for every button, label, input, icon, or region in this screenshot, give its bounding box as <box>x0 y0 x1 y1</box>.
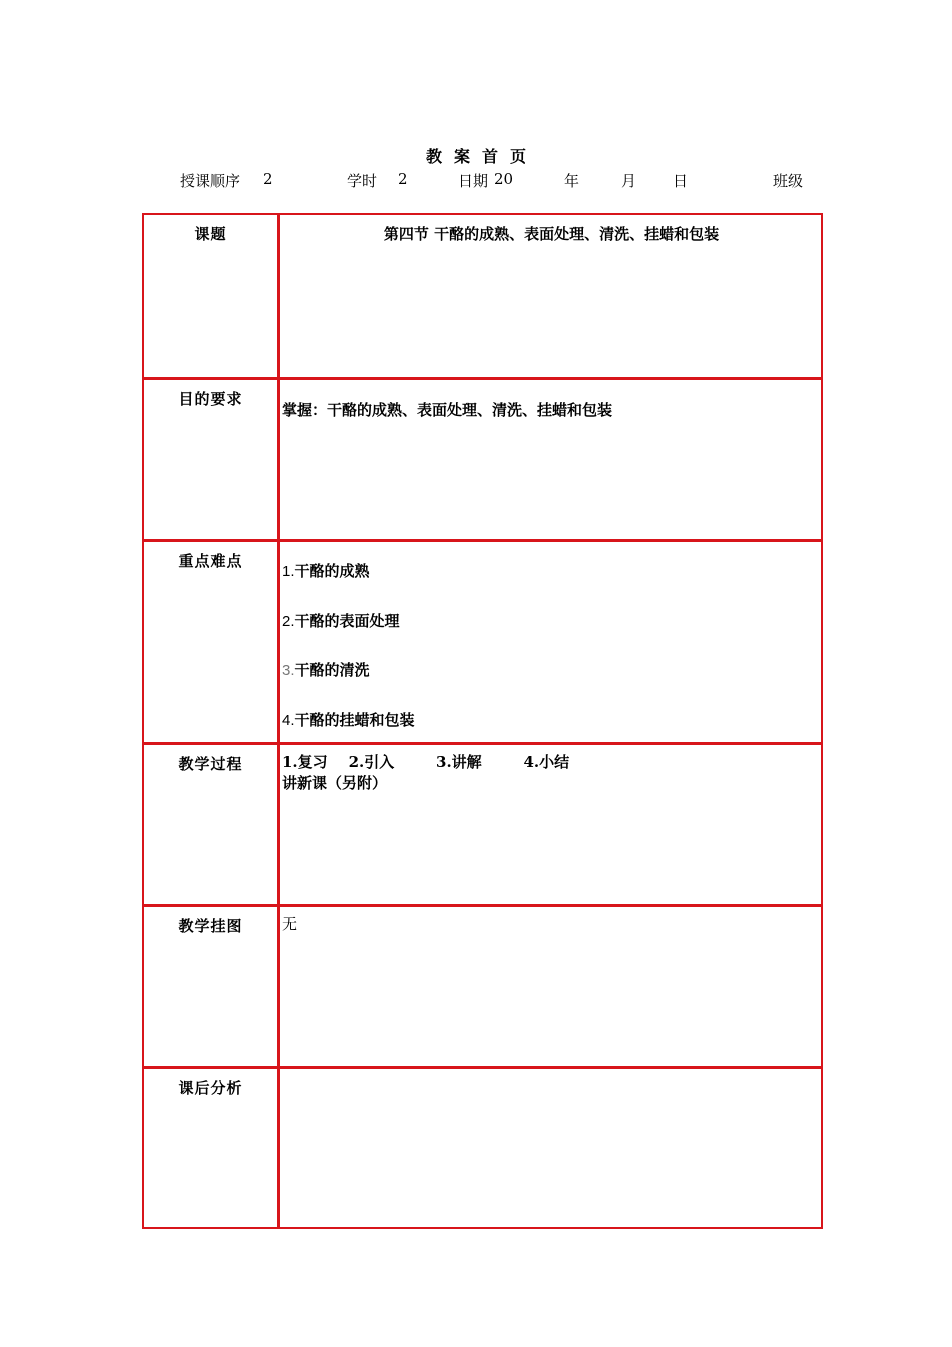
row-label-process: 教学过程 <box>144 745 280 904</box>
key-point-item: 3.干酪的清洗 <box>282 661 370 679</box>
year-label: 年 <box>564 172 580 190</box>
row-content-charts <box>280 907 821 1066</box>
goal-text: 掌握：干酪的成熟、表面处理、清洗、挂蜡和包装 <box>282 401 613 419</box>
process-note: 讲新课（另附） <box>282 774 388 792</box>
charts-text: 无 <box>282 915 298 933</box>
row-label-analysis: 课后分析 <box>144 1069 280 1227</box>
date-label: 日期 <box>458 172 489 190</box>
row-charts <box>144 904 821 1066</box>
process-step: 1.复习 <box>282 753 328 771</box>
row-goal <box>144 377 821 539</box>
process-step: 2.引入 <box>348 753 395 771</box>
process-step: 4.小结 <box>523 753 570 771</box>
row-content-goal <box>280 380 821 539</box>
hours-label: 学时 <box>347 172 378 190</box>
row-content-analysis <box>280 1069 821 1227</box>
row-label-charts: 教学挂图 <box>144 907 280 1066</box>
key-point-item: 4.干酪的挂蜡和包装 <box>282 711 415 729</box>
row-topic <box>144 215 821 377</box>
row-label-key-points: 重点难点 <box>144 542 280 742</box>
process-steps <box>282 745 821 773</box>
row-label-goal: 目的要求 <box>144 380 280 539</box>
date-value: 20 <box>494 170 514 188</box>
order-value: 2 <box>263 170 273 188</box>
month-label: 月 <box>621 172 637 190</box>
topic-title: 第四节 干酪的成熟、表面处理、清洗、挂蜡和包装 <box>383 225 720 243</box>
row-content-key-points <box>280 542 821 742</box>
row-key-points <box>144 539 821 742</box>
row-label-topic: 课题 <box>144 215 280 377</box>
page-title: 教案首页 <box>425 147 538 166</box>
row-analysis <box>144 1066 821 1227</box>
process-step: 3.讲解 <box>436 753 482 771</box>
lesson-plan-table <box>142 213 823 1229</box>
class-label: 班级 <box>773 172 804 190</box>
row-content-process <box>280 745 821 904</box>
key-point-item: 1.干酪的成熟 <box>282 562 370 580</box>
order-label: 授课顺序 <box>180 172 241 190</box>
hours-value: 2 <box>398 170 408 188</box>
row-content-topic <box>280 215 821 377</box>
key-point-item: 2.干酪的表面处理 <box>282 612 400 630</box>
row-process <box>144 742 821 904</box>
day-label: 日 <box>673 172 689 190</box>
analysis-text <box>282 1069 821 1075</box>
